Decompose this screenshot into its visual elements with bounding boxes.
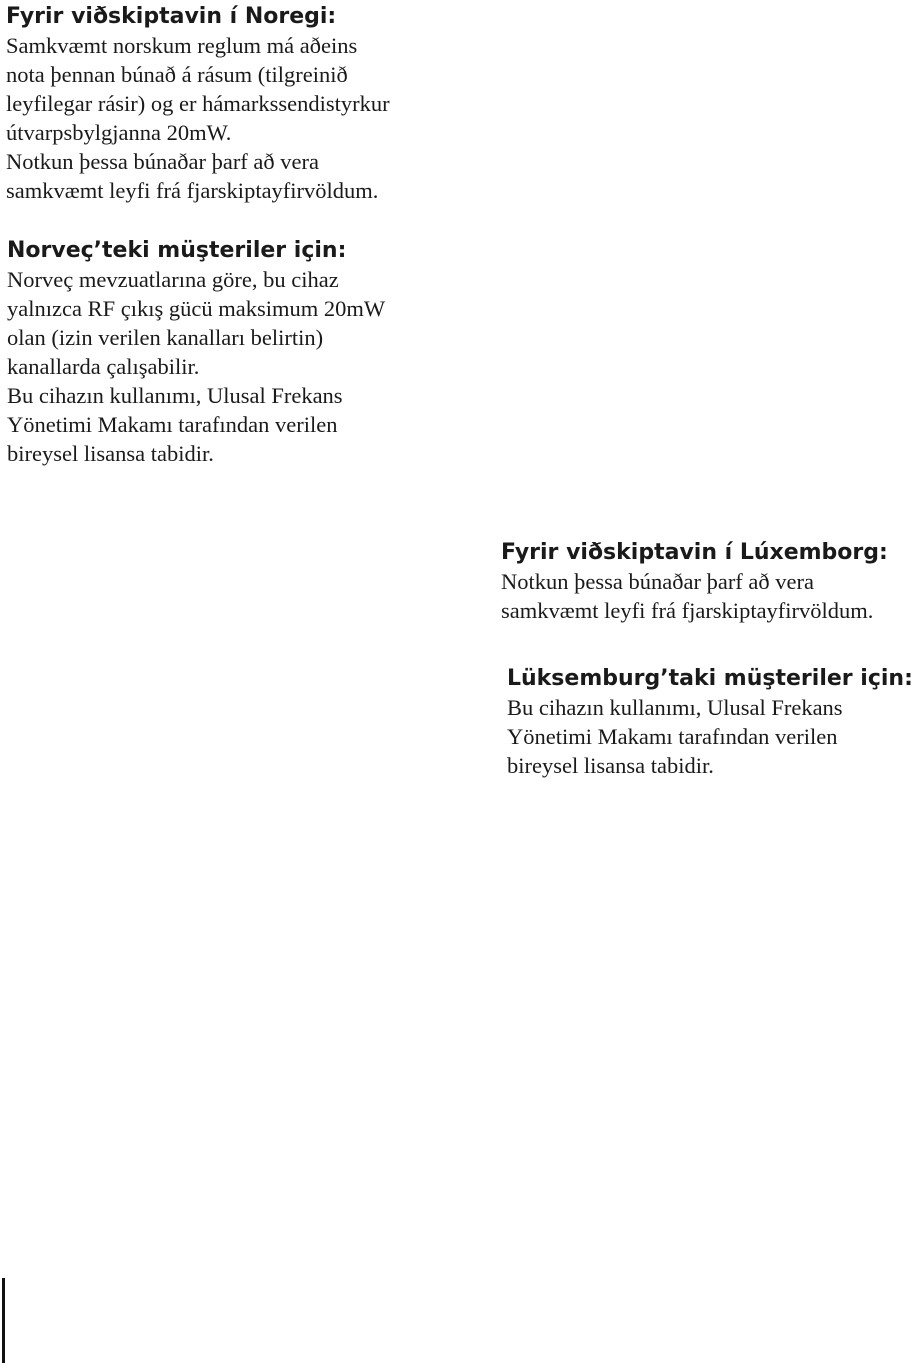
body-line: Norveç mevzuatlarına göre, bu cihaz — [7, 267, 339, 292]
body-line: bireysel lisansa tabidir. — [7, 441, 214, 466]
body-line: Yönetimi Makamı tarafından verilen — [507, 724, 838, 749]
body-line: Bu cihazın kullanımı, Ulusal Frekans — [7, 383, 343, 408]
body-line: samkvæmt leyfi frá fjarskiptayfirvöldum. — [501, 598, 874, 623]
section-heading: Fyrir viðskiptavin í Noregi: — [6, 4, 337, 29]
body-line: Notkun þessa búnaðar þarf að vera — [6, 149, 320, 174]
section-luxembourg-icelandic — [501, 539, 888, 625]
section-body — [6, 31, 390, 205]
section-body — [507, 693, 913, 780]
body-line: nota þennan búnað á rásum (tilgreinið — [6, 62, 348, 87]
section-body — [7, 265, 385, 468]
body-line: samkvæmt leyfi frá fjarskiptayfirvöldum. — [6, 178, 379, 203]
body-line: útvarpsbylgjanna 20mW. — [6, 120, 232, 145]
body-line: Bu cihazın kullanımı, Ulusal Frekans — [507, 695, 843, 720]
body-line: yalnızca RF çıkış gücü maksimum 20mW — [7, 296, 386, 321]
section-heading: Fyrir viðskiptavin í Lúxemborg: — [501, 540, 888, 565]
section-norway-icelandic — [6, 3, 390, 205]
body-line: leyfilegar rásir) og er hámarkssendistyrkur — [6, 91, 390, 116]
section-body — [501, 567, 888, 625]
body-line: Samkvæmt norskum reglum má aðeins — [6, 33, 358, 58]
section-luxembourg-turkish — [507, 665, 913, 780]
body-line: olan (izin verilen kanalları belirtin) — [7, 325, 324, 350]
section-norway-turkish — [7, 237, 385, 468]
body-line: kanallarda çalışabilir. — [7, 354, 200, 379]
body-line: bireysel lisansa tabidir. — [507, 753, 714, 778]
section-heading: Lüksemburg’taki müşteriler için: — [507, 666, 913, 691]
body-line: Yönetimi Makamı tarafından verilen — [7, 412, 338, 437]
section-heading: Norveç’teki müşteriler için: — [7, 238, 347, 263]
body-line: Notkun þessa búnaðar þarf að vera — [501, 569, 815, 594]
margin-rule — [2, 1278, 5, 1363]
